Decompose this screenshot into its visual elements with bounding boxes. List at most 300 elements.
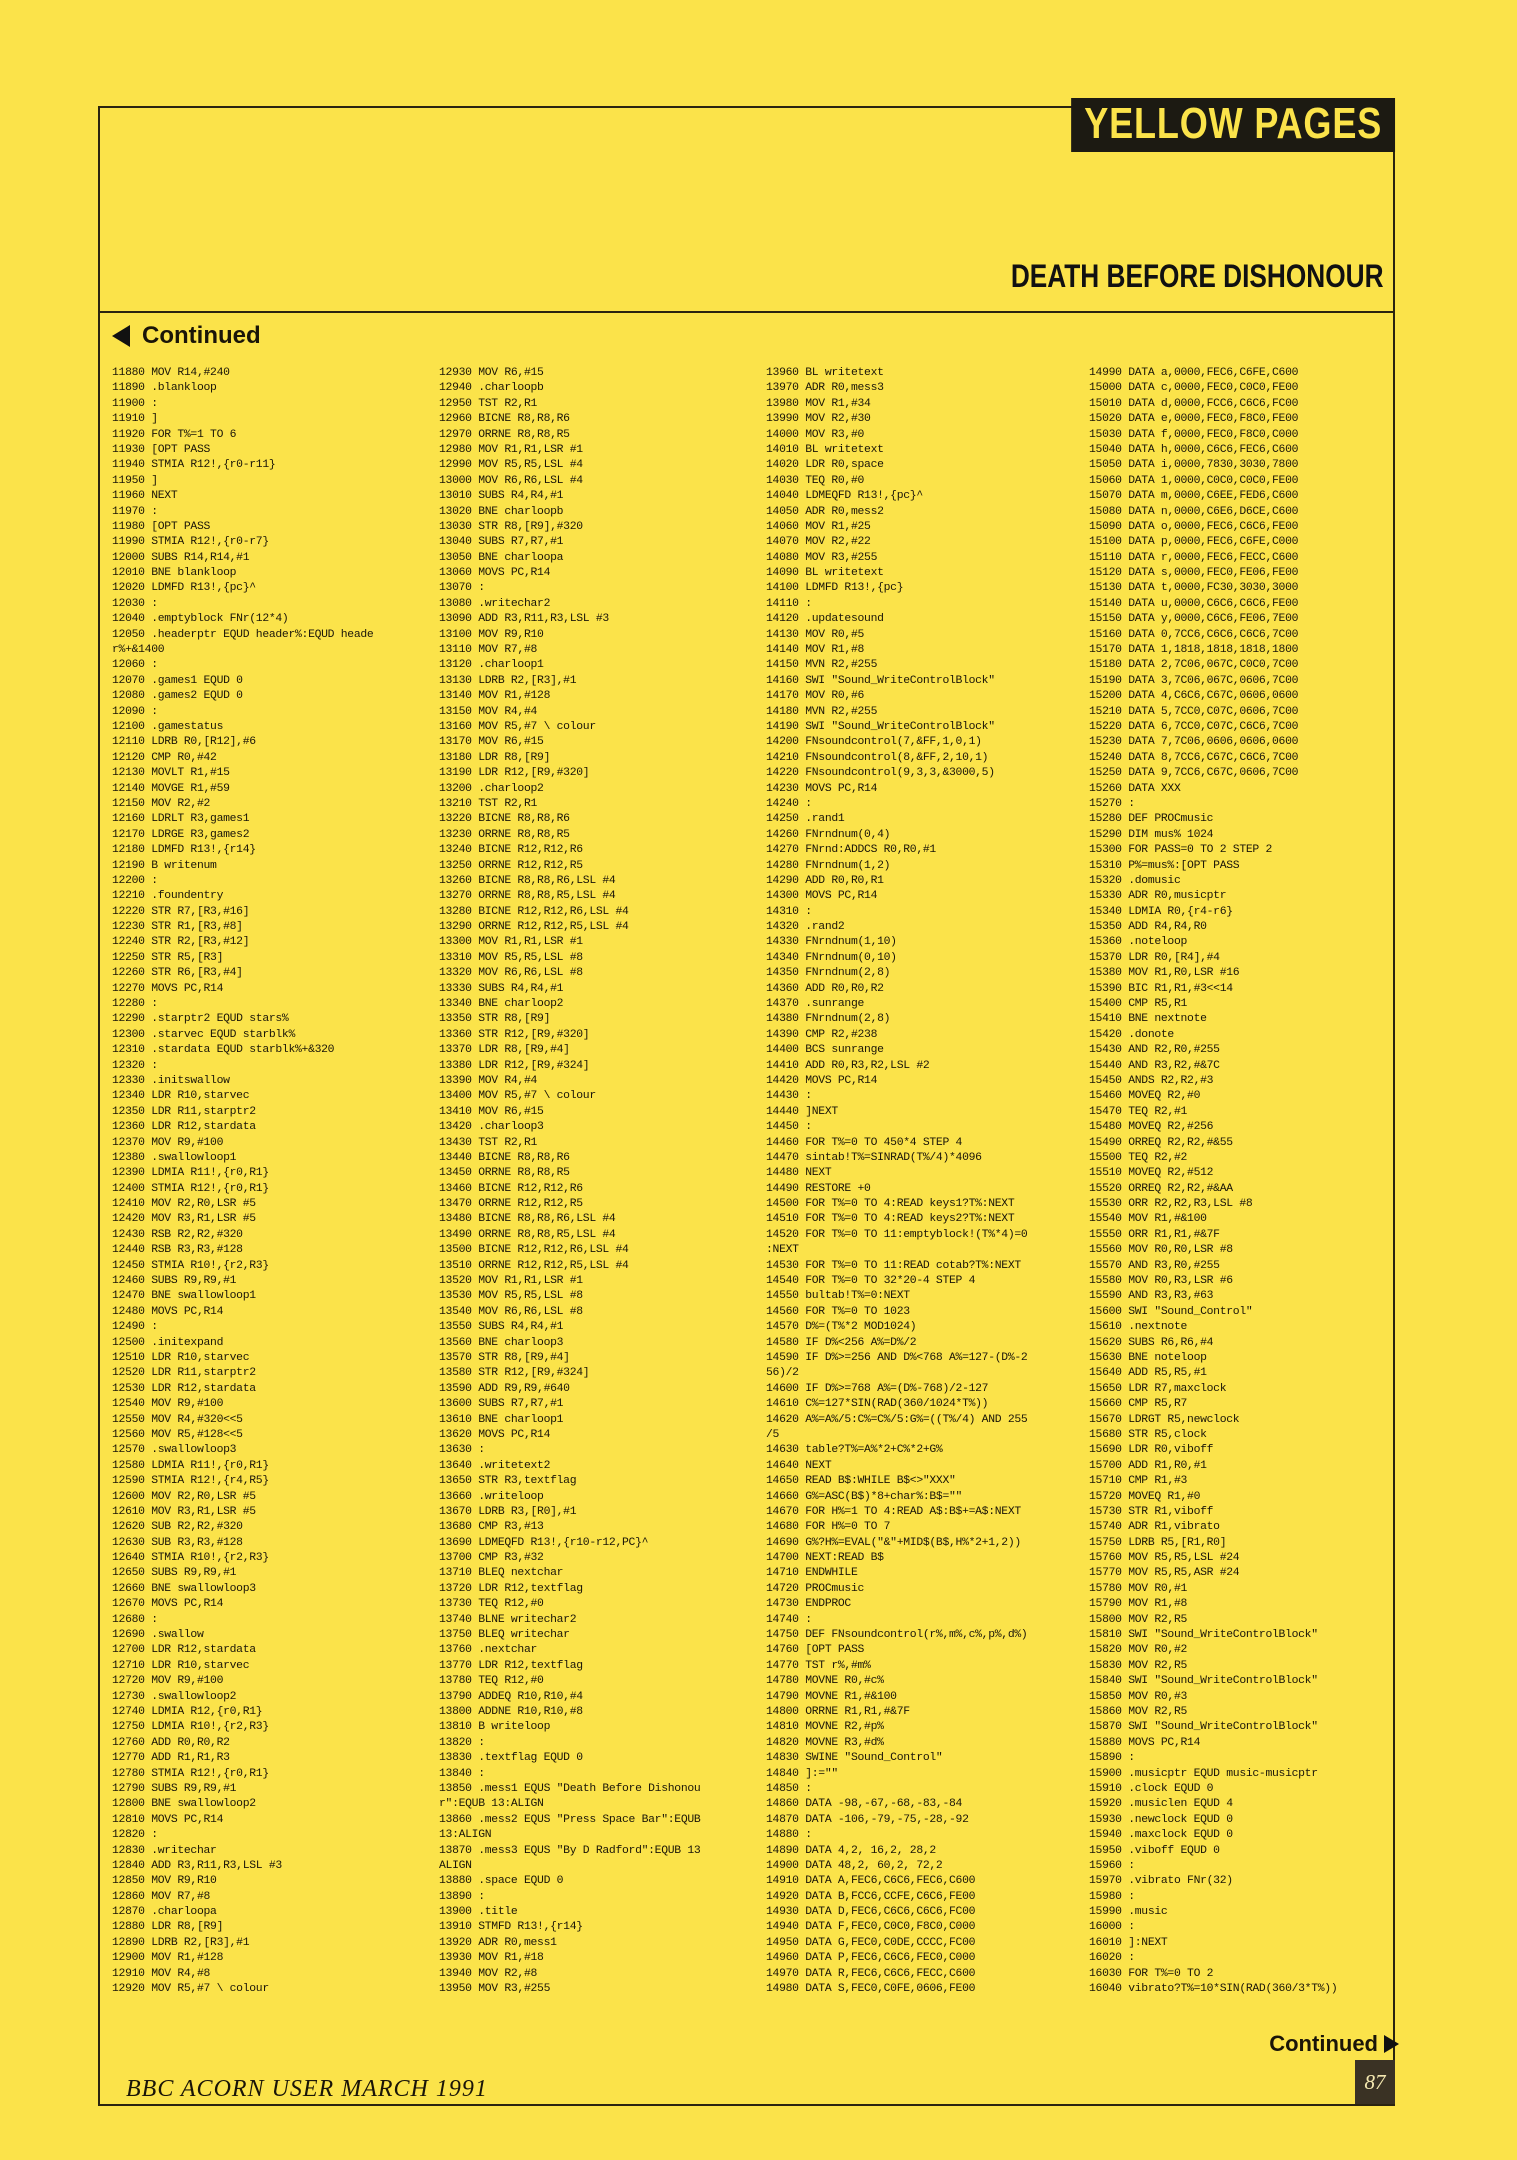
code-line: /5 bbox=[766, 1428, 780, 1441]
code-line: 12070 .games1 EQUD 0 bbox=[112, 674, 243, 687]
code-line: 15900 .musicptr EQUD music-musicptr bbox=[1089, 1767, 1318, 1780]
code-line: 12540 MOV R9,#100 bbox=[112, 1398, 224, 1411]
code-line: 13670 LDRB R3,[R0],#1 bbox=[439, 1505, 577, 1518]
code-line: 13680 CMP R3,#13 bbox=[439, 1521, 544, 1534]
code-line: 15490 ORREQ R2,R2,#&55 bbox=[1089, 1136, 1233, 1149]
code-line: 15680 STR R5,clock bbox=[1089, 1428, 1207, 1441]
code-line: 15360 .noteloop bbox=[1089, 936, 1188, 949]
code-line: 15610 .nextnote bbox=[1089, 1321, 1188, 1334]
code-line: 13860 .mess2 EQUS "Press Space Bar":EQUB bbox=[439, 1813, 701, 1826]
code-line: 14230 MOVS PC,R14 bbox=[766, 782, 878, 795]
continued-marker-top bbox=[112, 322, 261, 350]
listing-column-3 bbox=[766, 366, 1084, 1997]
code-line: 13040 SUBS R7,R7,#1 bbox=[439, 536, 564, 549]
code-line: 12640 STMIA R10!,{r2,R3} bbox=[112, 1552, 269, 1565]
code-line: 16000 : bbox=[1089, 1921, 1135, 1934]
code-line: 12610 MOV R3,R1,LSR #5 bbox=[112, 1505, 256, 1518]
code-line: 14720 PROCmusic bbox=[766, 1582, 865, 1595]
code-line: 14660 G%=ASC(B$)*8+char%:B$="" bbox=[766, 1490, 963, 1503]
code-line: 13880 .space EQUD 0 bbox=[439, 1875, 564, 1888]
code-line: 13640 .writetext2 bbox=[439, 1459, 551, 1472]
code-line: 13340 BNE charloop2 bbox=[439, 998, 564, 1011]
code-line: :NEXT bbox=[766, 1244, 799, 1257]
code-line: 11880 MOV R14,#240 bbox=[112, 367, 230, 379]
code-line: 13200 .charloop2 bbox=[439, 782, 544, 795]
code-line: 15450 ANDS R2,R2,#3 bbox=[1089, 1074, 1214, 1087]
code-line: 11900 : bbox=[112, 397, 158, 410]
code-line: 12790 SUBS R9,R9,#1 bbox=[112, 1782, 237, 1795]
code-line: 13240 BICNE R12,R12,R6 bbox=[439, 844, 583, 857]
code-line: 12040 .emptyblock FNr(12*4) bbox=[112, 613, 289, 626]
code-line: 15350 ADD R4,R4,R0 bbox=[1089, 921, 1207, 934]
code-line: 15040 DATA h,0000,C6C6,FEC6,C600 bbox=[1089, 443, 1299, 456]
code-line: 14590 IF D%>=256 AND D%<768 A%=127-(D%-2 bbox=[766, 1352, 1028, 1364]
code-line: 12430 RSB R2,R2,#320 bbox=[112, 1228, 243, 1241]
code-line: 15190 DATA 3,7C06,067C,0606,7C00 bbox=[1089, 674, 1299, 687]
code-line: 12600 MOV R2,R0,LSR #5 bbox=[112, 1490, 256, 1503]
code-line: 14080 MOV R3,#255 bbox=[766, 551, 878, 564]
code-line: 15180 DATA 2,7C06,067C,C0C0,7C00 bbox=[1089, 659, 1299, 672]
code-line: 13790 ADDEQ R10,R10,#4 bbox=[439, 1690, 583, 1703]
code-line: 11890 .blankloop bbox=[112, 382, 217, 395]
code-line: 13980 MOV R1,#34 bbox=[766, 397, 871, 410]
code-line: 15000 DATA c,0000,FEC0,C0C0,FE00 bbox=[1089, 382, 1299, 395]
code-line: 15530 ORR R2,R2,R3,LSL #8 bbox=[1089, 1198, 1253, 1211]
code-line: 12210 .foundentry bbox=[112, 890, 224, 903]
code-line: 12830 .writechar bbox=[112, 1844, 217, 1857]
code-line: 14010 BL writetext bbox=[766, 443, 884, 456]
code-line: 14400 BCS sunrange bbox=[766, 1044, 884, 1057]
arrow-right-icon bbox=[1384, 2035, 1399, 2053]
code-line: 14190 SWI "Sound_WriteControlBlock" bbox=[766, 720, 995, 733]
code-line: 15130 DATA t,0000,FC30,3030,3000 bbox=[1089, 582, 1299, 595]
code-line: 14890 DATA 4,2, 16,2, 28,2 bbox=[766, 1844, 936, 1857]
code-line: 14600 IF D%>=768 A%=(D%-768)/2-127 bbox=[766, 1382, 989, 1395]
code-line: 14790 MOVNE R1,#&100 bbox=[766, 1690, 897, 1703]
code-line: 13970 ADR R0,mess3 bbox=[766, 382, 884, 395]
code-line: 12670 MOVS PC,R14 bbox=[112, 1598, 224, 1611]
code-line: 15430 AND R2,R0,#255 bbox=[1089, 1044, 1220, 1057]
code-line: 12280 : bbox=[112, 998, 158, 1011]
code-line: 12960 BICNE R8,R8,R6 bbox=[439, 413, 570, 426]
continued-label: Continued bbox=[142, 322, 261, 349]
code-line: 13690 LDMEQFD R13!,{r10-r12,PC}^ bbox=[439, 1536, 649, 1549]
code-line: 14050 ADR R0,mess2 bbox=[766, 505, 884, 518]
listing-column-1 bbox=[112, 366, 430, 1997]
code-line: 16030 FOR T%=0 TO 2 bbox=[1089, 1967, 1214, 1980]
code-line: 14020 LDR R0,space bbox=[766, 459, 884, 472]
code-line: 15780 MOV R0,#1 bbox=[1089, 1582, 1188, 1595]
code-line: 15970 .vibrato FNr(32) bbox=[1089, 1875, 1233, 1888]
code-line: 12820 : bbox=[112, 1829, 158, 1842]
code-line: 13430 TST R2,R1 bbox=[439, 1136, 538, 1149]
code-line: 14310 : bbox=[766, 905, 812, 918]
code-line: 14260 FNrndnum(0,4) bbox=[766, 828, 891, 841]
code-line: 12560 MOV R5,#128<<5 bbox=[112, 1428, 243, 1441]
code-line: 14510 FOR T%=0 TO 4:READ keys2?T%:NEXT bbox=[766, 1213, 1015, 1226]
code-line: 12500 .initexpand bbox=[112, 1336, 224, 1349]
code-line: 15560 MOV R0,R0,LSR #8 bbox=[1089, 1244, 1233, 1257]
code-line: 12940 .charloopb bbox=[439, 382, 544, 395]
code-line: 12520 LDR R11,starptr2 bbox=[112, 1367, 256, 1380]
code-line: 14700 NEXT:READ B$ bbox=[766, 1552, 884, 1565]
code-line: 15420 .donote bbox=[1089, 1028, 1174, 1041]
code-line: 14040 LDMEQFD R13!,{pc}^ bbox=[766, 490, 923, 503]
code-line: 14900 DATA 48,2, 60,2, 72,2 bbox=[766, 1859, 943, 1872]
code-line: 12090 : bbox=[112, 705, 158, 718]
code-line: 13010 SUBS R4,R4,#1 bbox=[439, 490, 564, 503]
code-line: 15080 DATA n,0000,C6E6,D6CE,C600 bbox=[1089, 505, 1299, 518]
code-line: 15070 DATA m,0000,C6EE,FED6,C600 bbox=[1089, 490, 1299, 503]
code-line: 12380 .swallowloop1 bbox=[112, 1151, 237, 1164]
code-line: 13660 .writeloop bbox=[439, 1490, 544, 1503]
code-line: 15640 ADD R5,R5,#1 bbox=[1089, 1367, 1207, 1380]
code-line: 14540 FOR T%=0 TO 32*20-4 STEP 4 bbox=[766, 1275, 976, 1288]
code-line: 15670 LDRGT R5,newclock bbox=[1089, 1413, 1240, 1426]
code-line: 14990 DATA a,0000,FEC6,C6FE,C600 bbox=[1089, 367, 1299, 379]
code-line: 14220 FNsoundcontrol(9,3,3,&3000,5) bbox=[766, 767, 995, 780]
code-line: 15140 DATA u,0000,C6C6,C6C6,FE00 bbox=[1089, 597, 1299, 610]
code-line: 12390 LDMIA R11!,{r0,R1} bbox=[112, 1167, 269, 1180]
header-divider bbox=[98, 311, 1395, 313]
code-line: 15160 DATA 0,7CC6,C6C6,C6C6,7C00 bbox=[1089, 628, 1299, 641]
code-line: 15630 BNE noteloop bbox=[1089, 1352, 1207, 1364]
code-line: 14950 DATA G,FEC0,C0DE,CCCC,FC00 bbox=[766, 1936, 976, 1949]
code-line: 13700 CMP R3,#32 bbox=[439, 1552, 544, 1565]
code-line: 13100 MOV R9,R10 bbox=[439, 628, 544, 641]
code-line: 15570 AND R3,R0,#255 bbox=[1089, 1259, 1220, 1272]
code-line: 14710 ENDWHILE bbox=[766, 1567, 858, 1580]
code-line: 15870 SWI "Sound_WriteControlBlock" bbox=[1089, 1721, 1318, 1734]
code-line: 12330 .initswallow bbox=[112, 1074, 230, 1087]
code-line: 14380 FNrndnum(2,8) bbox=[766, 1013, 891, 1026]
code-line: 13890 : bbox=[439, 1890, 485, 1903]
code-line: 12000 SUBS R14,R14,#1 bbox=[112, 551, 250, 564]
code-line: 12980 MOV R1,R1,LSR #1 bbox=[439, 443, 583, 456]
code-line: 14570 D%=(T%*2 MOD1024) bbox=[766, 1321, 917, 1334]
code-line: 12570 .swallowloop3 bbox=[112, 1444, 237, 1457]
code-line: 13410 MOV R6,#15 bbox=[439, 1105, 544, 1118]
code-line: 11990 STMIA R12!,{r0-r7} bbox=[112, 536, 269, 549]
code-line: 13900 .title bbox=[439, 1906, 518, 1919]
code-line: 12020 LDMFD R13!,{pc}^ bbox=[112, 582, 256, 595]
code-line: 13470 ORRNE R12,R12,R5 bbox=[439, 1198, 583, 1211]
code-line: 14530 FOR T%=0 TO 11:READ cotab?T%:NEXT bbox=[766, 1259, 1021, 1272]
code-line: 15230 DATA 7,7C06,0606,0606,0600 bbox=[1089, 736, 1299, 749]
code-line: 15240 DATA 8,7CC6,C67C,C6C6,7C00 bbox=[1089, 751, 1299, 764]
code-line: 13180 LDR R8,[R9] bbox=[439, 751, 551, 764]
code-line: 15520 ORREQ R2,R2,#&AA bbox=[1089, 1182, 1233, 1195]
code-line: 13260 BICNE R8,R8,R6,LSL #4 bbox=[439, 874, 616, 887]
code-line: 14180 MVN R2,#255 bbox=[766, 705, 878, 718]
code-line: 13620 MOVS PC,R14 bbox=[439, 1428, 551, 1441]
code-line: 14200 FNsoundcontrol(7,&FF,1,0,1) bbox=[766, 736, 982, 749]
code-line: 14420 MOVS PC,R14 bbox=[766, 1074, 878, 1087]
code-line: 14320 .rand2 bbox=[766, 921, 845, 934]
code-line: 14920 DATA B,FCC6,CCFE,C6C6,FE00 bbox=[766, 1890, 976, 1903]
code-line: 56)/2 bbox=[766, 1367, 799, 1380]
code-line: 14110 : bbox=[766, 597, 812, 610]
code-line: 12740 LDMIA R12,{r0,R1} bbox=[112, 1705, 263, 1718]
code-line: 14350 FNrndnum(2,8) bbox=[766, 967, 891, 980]
code-line: 13450 ORRNE R8,R8,R5 bbox=[439, 1167, 570, 1180]
code-line: 14000 MOV R3,#0 bbox=[766, 428, 865, 441]
article-title: DEATH BEFORE DISHONOUR bbox=[1011, 258, 1384, 294]
code-line: 15260 DATA XXX bbox=[1089, 782, 1181, 795]
code-line: 13850 .mess1 EQUS "Death Before Dishonou bbox=[439, 1782, 701, 1795]
code-line: 13540 MOV R6,R6,LSL #8 bbox=[439, 1305, 583, 1318]
code-line: 15090 DATA o,0000,FEC6,C6C6,FE00 bbox=[1089, 520, 1299, 533]
code-line: 15060 DATA 1,0000,C0C0,C0C0,FE00 bbox=[1089, 474, 1299, 487]
listing-column-4 bbox=[1089, 366, 1407, 1997]
code-line: 14410 ADD R0,R3,R2,LSL #2 bbox=[766, 1059, 930, 1072]
code-line: 13310 MOV R5,R5,LSL #8 bbox=[439, 951, 583, 964]
code-line: 14280 FNrndnum(1,2) bbox=[766, 859, 891, 872]
code-listing bbox=[112, 366, 1402, 2038]
code-line: 15890 : bbox=[1089, 1752, 1135, 1765]
code-line: 15930 .newclock EQUD 0 bbox=[1089, 1813, 1233, 1826]
code-line: 13060 MOVS PC,R14 bbox=[439, 567, 551, 580]
code-line: 12270 MOVS PC,R14 bbox=[112, 982, 224, 995]
code-line: 12720 MOV R9,#100 bbox=[112, 1675, 224, 1688]
code-line: 12490 : bbox=[112, 1321, 158, 1334]
code-line: 13480 BICNE R8,R8,R6,LSL #4 bbox=[439, 1213, 616, 1226]
code-line: ALIGN bbox=[439, 1859, 472, 1872]
code-line: 15470 TEQ R2,#1 bbox=[1089, 1105, 1188, 1118]
code-line: 12100 .gamestatus bbox=[112, 720, 224, 733]
code-line: 14800 ORRNE R1,R1,#&7F bbox=[766, 1705, 910, 1718]
code-line: 11910 ] bbox=[112, 413, 158, 426]
code-line: 15940 .maxclock EQUD 0 bbox=[1089, 1829, 1233, 1842]
code-line: 15390 BIC R1,R1,#3<<14 bbox=[1089, 982, 1233, 995]
code-line: 12010 BNE blankloop bbox=[112, 567, 237, 580]
code-line: 13510 ORRNE R12,R12,R5,LSL #4 bbox=[439, 1259, 629, 1272]
code-line: 15830 MOV R2,R5 bbox=[1089, 1659, 1188, 1672]
code-line: 13280 BICNE R12,R12,R6,LSL #4 bbox=[439, 905, 629, 918]
code-line: 12890 LDRB R2,[R3],#1 bbox=[112, 1936, 250, 1949]
code-line: 12160 LDRLT R3,games1 bbox=[112, 813, 250, 826]
code-line: 13460 BICNE R12,R12,R6 bbox=[439, 1182, 583, 1195]
code-line: 14650 READ B$:WHILE B$<>"XXX" bbox=[766, 1475, 956, 1488]
code-line: 12690 .swallow bbox=[112, 1629, 204, 1642]
code-line: 12730 .swallowloop2 bbox=[112, 1690, 237, 1703]
code-line: 14340 FNrndnum(0,10) bbox=[766, 951, 897, 964]
code-line: 14670 FOR H%=1 TO 4:READ A$:B$+=A$:NEXT bbox=[766, 1505, 1021, 1518]
code-line: 14690 G%?H%=EVAL("&"+MID$(B$,H%*2+1,2)) bbox=[766, 1536, 1021, 1549]
code-line: 14250 .rand1 bbox=[766, 813, 845, 826]
code-line: 13440 BICNE R8,R8,R6 bbox=[439, 1151, 570, 1164]
code-line: 12850 MOV R9,R10 bbox=[112, 1875, 217, 1888]
code-line: 12870 .charloopa bbox=[112, 1906, 217, 1919]
code-line: 14370 .sunrange bbox=[766, 998, 865, 1011]
code-line: 14560 FOR T%=0 TO 1023 bbox=[766, 1305, 910, 1318]
code-line: 14030 TEQ R0,#0 bbox=[766, 474, 865, 487]
code-line: 15810 SWI "Sound_WriteControlBlock" bbox=[1089, 1629, 1318, 1642]
code-line: 14330 FNrndnum(1,10) bbox=[766, 936, 897, 949]
code-line: 12760 ADD R0,R0,R2 bbox=[112, 1736, 230, 1749]
code-line: 12470 BNE swallowloop1 bbox=[112, 1290, 256, 1303]
code-line: 12350 LDR R11,starptr2 bbox=[112, 1105, 256, 1118]
code-line: 14140 MOV R1,#8 bbox=[766, 644, 865, 657]
code-line: 12840 ADD R3,R11,R3,LSL #3 bbox=[112, 1859, 282, 1872]
code-line: 13870 .mess3 EQUS "By D Radford":EQUB 13 bbox=[439, 1844, 701, 1857]
code-line: 13590 ADD R9,R9,#640 bbox=[439, 1382, 570, 1395]
code-line: 15700 ADD R1,R0,#1 bbox=[1089, 1459, 1207, 1472]
code-line: 12810 MOVS PC,R14 bbox=[112, 1813, 224, 1826]
code-line: 15480 MOVEQ R2,#256 bbox=[1089, 1121, 1214, 1134]
code-line: 14100 LDMFD R13!,{pc} bbox=[766, 582, 904, 595]
code-line: 14480 NEXT bbox=[766, 1167, 832, 1180]
code-line: 12360 LDR R12,stardata bbox=[112, 1121, 256, 1134]
code-line: r%+&1400 bbox=[112, 644, 165, 657]
code-line: 13560 BNE charloop3 bbox=[439, 1336, 564, 1349]
code-line: 14500 FOR T%=0 TO 4:READ keys1?T%:NEXT bbox=[766, 1198, 1015, 1211]
code-line: 15730 STR R1,viboff bbox=[1089, 1505, 1214, 1518]
code-line: 11960 NEXT bbox=[112, 490, 178, 503]
code-line: 11930 [OPT PASS bbox=[112, 443, 211, 456]
code-line: 13770 LDR R12,textflag bbox=[439, 1659, 583, 1672]
code-line: 15380 MOV R1,R0,LSR #16 bbox=[1089, 967, 1240, 980]
code-line: 12860 MOV R7,#8 bbox=[112, 1890, 211, 1903]
code-line: 13380 LDR R12,[R9,#324] bbox=[439, 1059, 590, 1072]
code-line: 14070 MOV R2,#22 bbox=[766, 536, 871, 549]
code-line: 14210 FNsoundcontrol(8,&FF,2,10,1) bbox=[766, 751, 989, 764]
continued-marker-bottom bbox=[1269, 2031, 1399, 2057]
code-line: 12450 STMIA R10!,{r2,R3} bbox=[112, 1259, 269, 1272]
code-line: 15410 BNE nextnote bbox=[1089, 1013, 1207, 1026]
continued-label: Continued bbox=[1269, 2031, 1378, 2056]
code-line: 14820 MOVNE R3,#d% bbox=[766, 1736, 884, 1749]
code-line: 15250 DATA 9,7CC6,C67C,0606,7C00 bbox=[1089, 767, 1299, 780]
code-line: 13800 ADDNE R10,R10,#8 bbox=[439, 1705, 583, 1718]
code-line: 12930 MOV R6,#15 bbox=[439, 367, 544, 379]
code-line: 15880 MOVS PC,R14 bbox=[1089, 1736, 1201, 1749]
code-line: 15770 MOV R5,R5,ASR #24 bbox=[1089, 1567, 1240, 1580]
code-line: 15290 DIM mus% 1024 bbox=[1089, 828, 1214, 841]
code-line: 12030 : bbox=[112, 597, 158, 610]
code-line: 13580 STR R12,[R9,#324] bbox=[439, 1367, 590, 1380]
code-line: 15030 DATA f,0000,FEC0,F8C0,C000 bbox=[1089, 428, 1299, 441]
code-line: 14620 A%=A%/5:C%=C%/5:G%=((T%/4) AND 255 bbox=[766, 1413, 1028, 1426]
code-line: 14150 MVN R2,#255 bbox=[766, 659, 878, 672]
code-line: 15980 : bbox=[1089, 1890, 1135, 1903]
code-line: 13910 STMFD R13!,{r14} bbox=[439, 1921, 583, 1934]
code-line: 13020 BNE charloopb bbox=[439, 505, 564, 518]
code-line: 12800 BNE swallowloop2 bbox=[112, 1798, 256, 1811]
code-line: 12190 B writenum bbox=[112, 859, 217, 872]
code-line: 14090 BL writetext bbox=[766, 567, 884, 580]
code-line: 14970 DATA R,FEC6,C6C6,FECC,C600 bbox=[766, 1967, 976, 1980]
code-line: 15590 AND R3,R3,#63 bbox=[1089, 1290, 1214, 1303]
code-line: 13740 BLNE writechar2 bbox=[439, 1613, 577, 1626]
code-line: 14640 NEXT bbox=[766, 1459, 832, 1472]
code-line: 14120 .updatesound bbox=[766, 613, 884, 626]
code-line: 14680 FOR H%=0 TO 7 bbox=[766, 1521, 891, 1534]
code-line: 12660 BNE swallowloop3 bbox=[112, 1582, 256, 1595]
code-line: 13600 SUBS R7,R7,#1 bbox=[439, 1398, 564, 1411]
section-tag: YELLOW PAGES bbox=[1071, 98, 1395, 152]
code-line: 14780 MOVNE R0,#c% bbox=[766, 1675, 884, 1688]
code-line: 14520 FOR T%=0 TO 11:emptyblock!(T%*4)=0 bbox=[766, 1228, 1028, 1241]
code-line: 15220 DATA 6,7CC0,C07C,C6C6,7C00 bbox=[1089, 720, 1299, 733]
code-line: 12440 RSB R3,R3,#128 bbox=[112, 1244, 243, 1257]
code-line: 12260 STR R6,[R3,#4] bbox=[112, 967, 243, 980]
code-line: 13570 STR R8,[R9,#4] bbox=[439, 1352, 570, 1364]
code-line: 13400 MOV R5,#7 \ colour bbox=[439, 1090, 596, 1103]
code-line: 15690 LDR R0,viboff bbox=[1089, 1444, 1214, 1457]
code-line: 12910 MOV R4,#8 bbox=[112, 1967, 211, 1980]
code-line: 13350 STR R8,[R9] bbox=[439, 1013, 551, 1026]
code-line: 12750 LDMIA R10!,{r2,R3} bbox=[112, 1721, 269, 1734]
code-line: 13080 .writechar2 bbox=[439, 597, 551, 610]
code-line: 15600 SWI "Sound_Control" bbox=[1089, 1305, 1253, 1318]
code-line: 13090 ADD R3,R11,R3,LSL #3 bbox=[439, 613, 609, 626]
code-line: 15500 TEQ R2,#2 bbox=[1089, 1151, 1188, 1164]
code-line: 13650 STR R3,textflag bbox=[439, 1475, 577, 1488]
code-line: 14430 : bbox=[766, 1090, 812, 1103]
code-line: 12200 : bbox=[112, 874, 158, 887]
code-line: 15440 AND R3,R2,#&7C bbox=[1089, 1059, 1220, 1072]
code-line: 14360 ADD R0,R0,R2 bbox=[766, 982, 884, 995]
code-line: 15170 DATA 1,1818,1818,1818,1800 bbox=[1089, 644, 1299, 657]
code-line: 13330 SUBS R4,R4,#1 bbox=[439, 982, 564, 995]
code-line: 13420 .charloop3 bbox=[439, 1121, 544, 1134]
code-line: 14940 DATA F,FEC0,C0C0,F8C0,C000 bbox=[766, 1921, 976, 1934]
code-line: 15960 : bbox=[1089, 1859, 1135, 1872]
code-line: 13760 .nextchar bbox=[439, 1644, 538, 1657]
code-line: 15210 DATA 5,7CC0,C07C,0606,7C00 bbox=[1089, 705, 1299, 718]
code-line: 15370 LDR R0,[R4],#4 bbox=[1089, 951, 1220, 964]
code-line: 16020 : bbox=[1089, 1952, 1135, 1965]
code-line: 13160 MOV R5,#7 \ colour bbox=[439, 720, 596, 733]
code-line: 12060 : bbox=[112, 659, 158, 672]
page-number: 87 bbox=[1355, 2060, 1395, 2104]
code-line: 14770 TST r%,#m% bbox=[766, 1659, 871, 1672]
code-line: 12460 SUBS R9,R9,#1 bbox=[112, 1275, 237, 1288]
code-line: 12650 SUBS R9,R9,#1 bbox=[112, 1567, 237, 1580]
code-line: 14580 IF D%<256 A%=D%/2 bbox=[766, 1336, 917, 1349]
code-line: 12240 STR R2,[R3,#12] bbox=[112, 936, 250, 949]
code-line: 13490 ORRNE R8,R8,R5,LSL #4 bbox=[439, 1228, 616, 1241]
code-line: 12480 MOVS PC,R14 bbox=[112, 1305, 224, 1318]
code-line: 12170 LDRGE R3,games2 bbox=[112, 828, 250, 841]
code-line: 15150 DATA y,0000,C6C6,FE06,7E00 bbox=[1089, 613, 1299, 626]
code-line: 14290 ADD R0,R0,R1 bbox=[766, 874, 884, 887]
code-line: 11920 FOR T%=1 TO 6 bbox=[112, 428, 237, 441]
code-line: 14960 DATA P,FEC6,C6C6,FEC0,C000 bbox=[766, 1952, 976, 1965]
code-line: 14130 MOV R0,#5 bbox=[766, 628, 865, 641]
code-line: 13930 MOV R1,#18 bbox=[439, 1952, 544, 1965]
code-line: 12080 .games2 EQUD 0 bbox=[112, 690, 243, 703]
code-line: 13950 MOV R3,#255 bbox=[439, 1983, 551, 1996]
code-line: 12770 ADD R1,R1,R3 bbox=[112, 1752, 230, 1765]
code-line: 12920 MOV R5,#7 \ colour bbox=[112, 1983, 269, 1996]
code-line: 14930 DATA D,FEC6,C6C6,C6C6,FC00 bbox=[766, 1906, 976, 1919]
code-line: 14170 MOV R0,#6 bbox=[766, 690, 865, 703]
code-line: 13070 : bbox=[439, 582, 485, 595]
code-line: 14270 FNrnd:ADDCS R0,R0,#1 bbox=[766, 844, 936, 857]
code-line: 13610 BNE charloop1 bbox=[439, 1413, 564, 1426]
code-line: 12340 LDR R10,starvec bbox=[112, 1090, 250, 1103]
code-line: r":EQUB 13:ALIGN bbox=[439, 1798, 544, 1811]
code-line: 13990 MOV R2,#30 bbox=[766, 413, 871, 426]
code-line: 15050 DATA i,0000,7830,3030,7800 bbox=[1089, 459, 1299, 472]
code-line: 13230 ORRNE R8,R8,R5 bbox=[439, 828, 570, 841]
code-line: 15320 .domusic bbox=[1089, 874, 1181, 887]
code-line: 14470 sintab!T%=SINRAD(T%/4)*4096 bbox=[766, 1151, 982, 1164]
magazine-footer: BBC ACORN USER MARCH 1991 bbox=[126, 2076, 488, 2102]
code-line: 12230 STR R1,[R3,#8] bbox=[112, 921, 243, 934]
